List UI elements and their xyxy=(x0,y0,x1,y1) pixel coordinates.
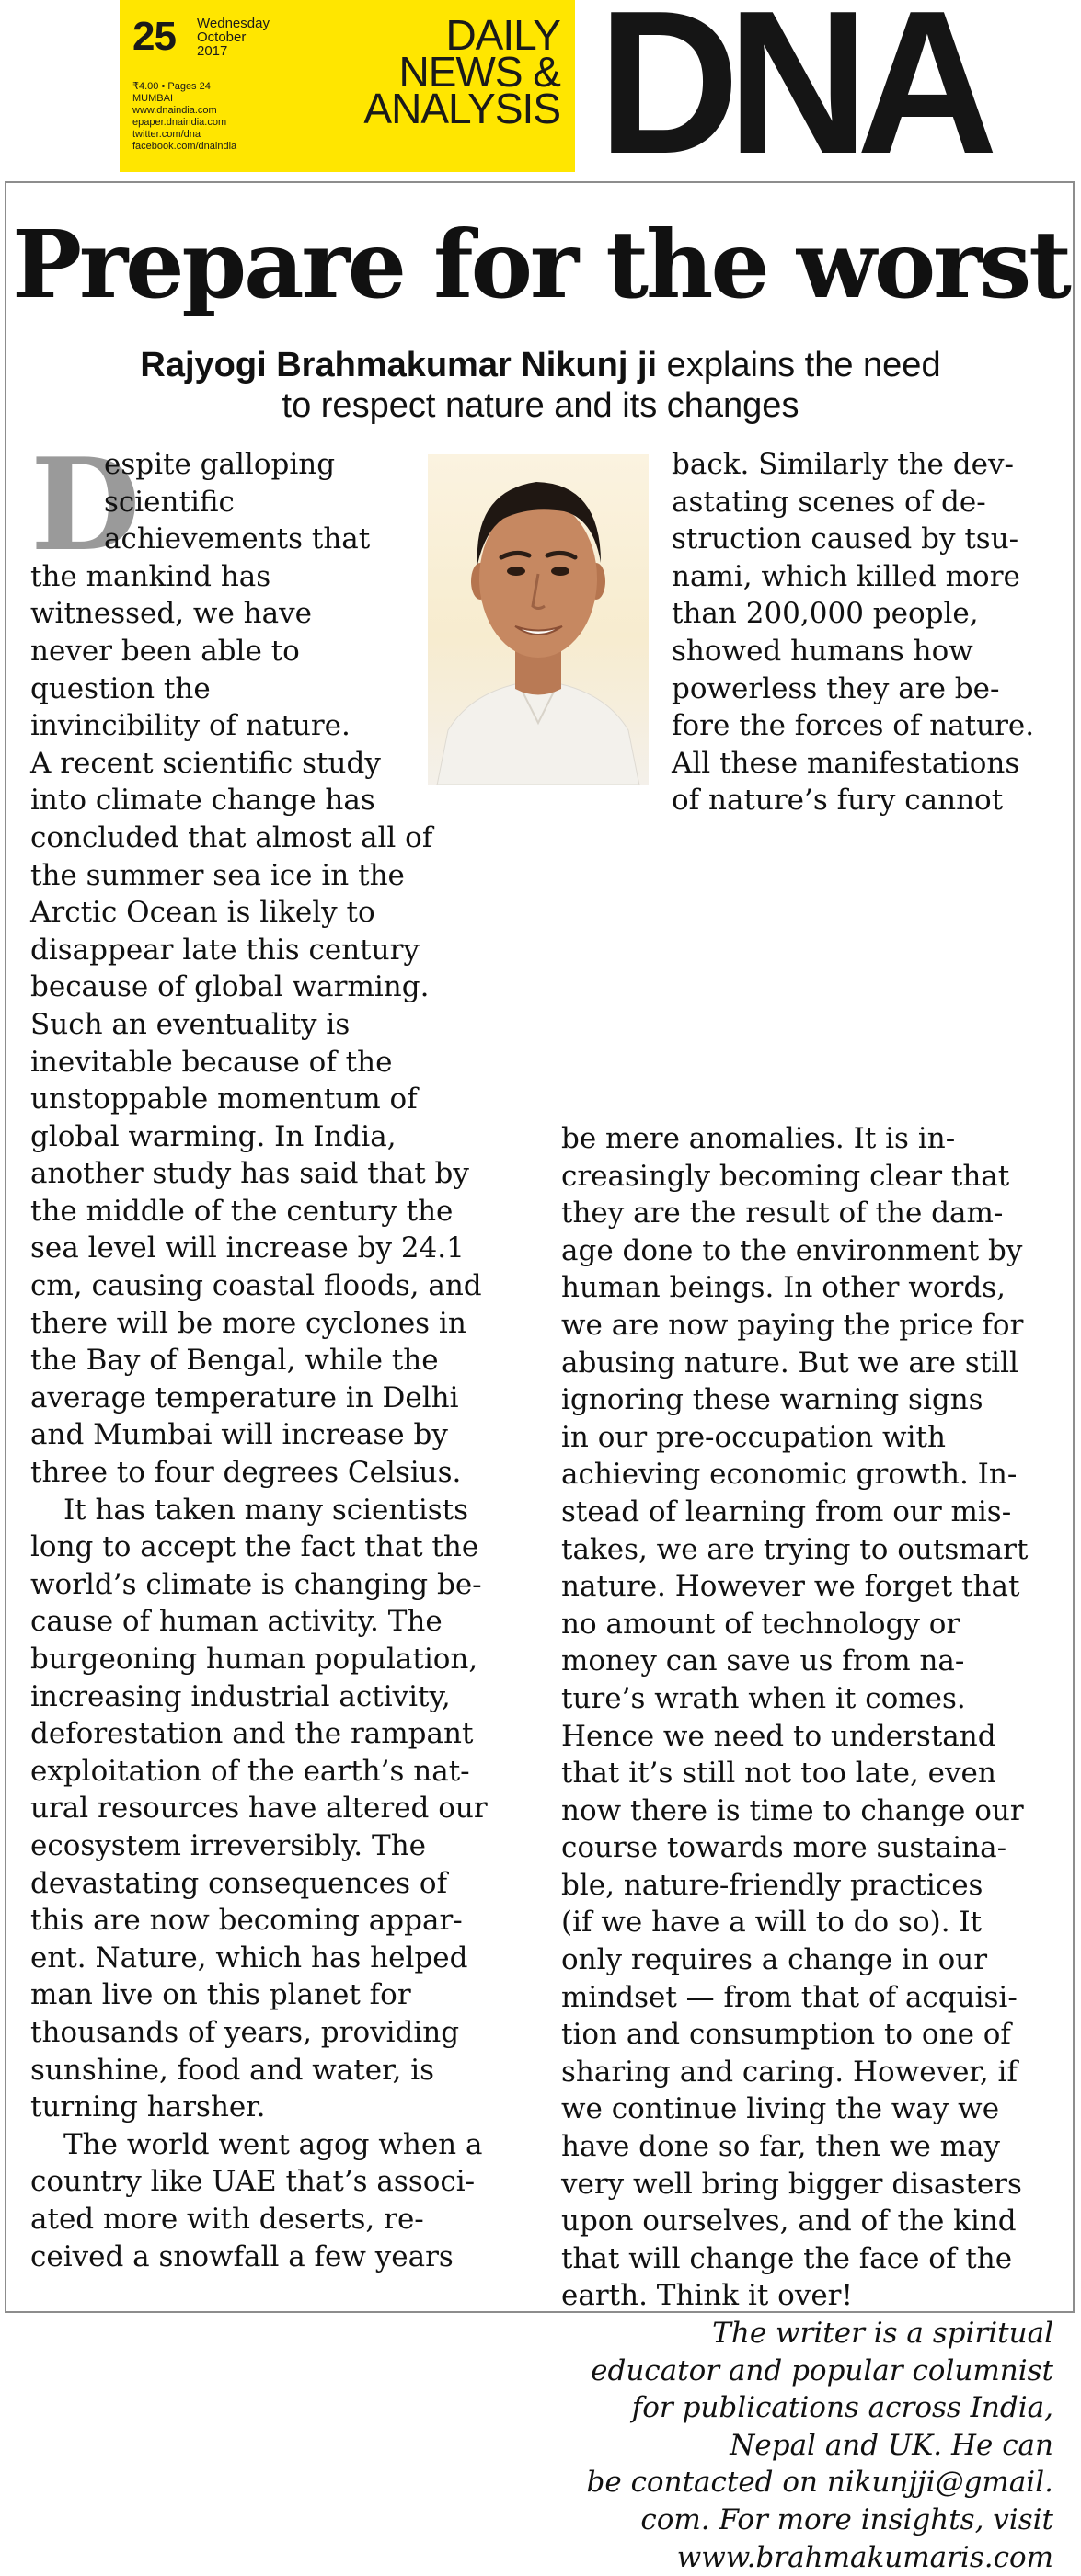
tagline-line: DAILY xyxy=(445,11,560,59)
article-line: achievements that xyxy=(104,522,371,556)
article-line: nami, which killed more xyxy=(672,559,1020,593)
link-twitter[interactable]: twitter.com/dna xyxy=(132,129,201,140)
article-line: turning harsher. xyxy=(30,2090,266,2124)
date-month: October xyxy=(197,29,247,45)
date-day: 25 xyxy=(132,14,176,59)
article-line: increasing industrial activity, xyxy=(30,1679,451,1713)
article-line: ceived a snowfall a few years xyxy=(30,2239,454,2273)
article-line: very well bring bigger disasters xyxy=(561,2167,1022,2201)
article-line: concluded that almost all of xyxy=(30,820,433,854)
article-line: cause of human activity. The xyxy=(30,1605,443,1639)
article-line: the Bay of Bengal, while the xyxy=(30,1344,439,1378)
city: MUMBAI xyxy=(132,93,173,104)
article-line: thousands of years, providing xyxy=(30,2015,460,2049)
article-line: the middle of the century the xyxy=(30,1194,454,1228)
article-line: the summer sea ice in the xyxy=(30,858,405,892)
article-line: espite galloping xyxy=(104,448,336,481)
article-line: deforestation and the rampant xyxy=(30,1717,474,1751)
article-line: course towards more sustaina- xyxy=(561,1831,1007,1865)
masthead-banner xyxy=(120,0,575,172)
article-line: world’s climate is changing be- xyxy=(30,1567,482,1601)
article-line: this are now becoming appar- xyxy=(30,1904,463,1938)
article-line: fore the forces of nature. xyxy=(672,709,1035,743)
writer-credit-line: be contacted on nikunjji@gmail. xyxy=(586,2466,1053,2500)
date-words xyxy=(197,17,270,58)
article-line: human beings. In other words, xyxy=(561,1271,1006,1305)
article-line: invincibility of nature. xyxy=(30,709,351,743)
article-line: The world went agog when a xyxy=(63,2127,483,2161)
article-line: into climate change has xyxy=(30,784,375,818)
article-line: we continue living the way we xyxy=(561,2092,1000,2126)
article-line: money can save us from na- xyxy=(561,1644,965,1678)
tagline xyxy=(363,11,560,132)
article-line: witnessed, we have xyxy=(30,597,312,631)
headline: Prepare for the worst xyxy=(12,210,1069,319)
article-line: sunshine, food and water, is xyxy=(30,2053,435,2087)
article-line: now there is time to change our xyxy=(561,1793,1024,1827)
link-website[interactable]: www.dnaindia.com xyxy=(132,105,217,116)
article-line: never been able to xyxy=(30,634,300,668)
deck-line-1 xyxy=(0,345,1081,385)
article-line: global warming. In India, xyxy=(30,1119,397,1153)
article-line: because of global warming. xyxy=(30,970,430,1004)
article-line: disappear late this century xyxy=(30,933,420,967)
publication-info xyxy=(132,81,236,153)
article-line: exploitation of the earth’s nat- xyxy=(30,1754,470,1788)
article-line: struction caused by tsu- xyxy=(672,522,1019,556)
article-line: stead of learning from our mis- xyxy=(561,1494,1012,1528)
dna-logo: DNA xyxy=(598,0,986,197)
article-line: that will change the face of the xyxy=(561,2241,1013,2275)
article-line: creasingly becoming clear that xyxy=(561,1159,1010,1193)
article-line: three to four degrees Celsius. xyxy=(30,1456,462,1490)
article-line: burgeoning human population, xyxy=(30,1643,478,1676)
article-line: earth. Think it over! xyxy=(561,2279,853,2313)
article-line: sharing and caring. However, if xyxy=(561,2055,1018,2089)
article-line: ent. Nature, which has helped xyxy=(30,1941,468,1975)
price-pages: ₹4.00 • Pages 24 xyxy=(132,81,211,92)
article-line: Arctic Ocean is likely to xyxy=(30,896,375,930)
byline: Rajyogi Brahmakumar Nikunj ji xyxy=(140,346,658,384)
article-line: upon ourselves, and of the kind xyxy=(561,2204,1017,2238)
deck xyxy=(0,345,1081,426)
link-facebook[interactable]: facebook.com/dnaindia xyxy=(132,141,237,152)
article-line: they are the result of the dam- xyxy=(561,1196,1004,1231)
article-line: showed humans how xyxy=(672,634,973,668)
article-line: ignoring these warning signs xyxy=(561,1383,983,1417)
tagline-line: NEWS & xyxy=(398,48,560,96)
article-column-right xyxy=(561,1120,1053,2576)
article-line: average temperature in Delhi xyxy=(30,1380,459,1414)
article-line: age done to the environment by xyxy=(561,1233,1023,1267)
article-line: ated more with deserts, re- xyxy=(30,2202,424,2236)
article-line: in our pre-occupation with xyxy=(561,1420,946,1454)
article-line: powerless they are be- xyxy=(672,671,1000,705)
article-line: A recent scientific study xyxy=(30,746,381,780)
writer-credit-line: for publications across India, xyxy=(631,2391,1053,2425)
article-line: Hence we need to understand xyxy=(561,1719,996,1753)
article-line: back. Similarly the dev- xyxy=(672,448,1014,481)
article-line: mindset — from that of acquisi- xyxy=(561,1980,1018,2014)
article-line: than 200,000 people, xyxy=(672,597,979,631)
article-line: It has taken many scientists xyxy=(63,1493,469,1527)
article-line: long to accept the fact that the xyxy=(30,1530,479,1564)
article-line: there will be more cyclones in xyxy=(30,1306,466,1340)
article-column-right-top xyxy=(672,446,1049,819)
article-line: All these manifestations xyxy=(672,746,1020,780)
drop-cap: D xyxy=(30,429,141,579)
article-line: ecosystem irreversibly. The xyxy=(30,1828,427,1862)
article-line: nature. However we forget that xyxy=(561,1570,1020,1604)
article-line: only requires a change in our xyxy=(561,1943,988,1977)
article-line: achieving economic growth. In- xyxy=(561,1458,1018,1492)
article-line: be mere anomalies. It is in- xyxy=(561,1122,956,1155)
article-line: sea level will increase by 24.1 xyxy=(30,1231,465,1265)
article-line: no amount of technology or xyxy=(561,1607,960,1641)
article-line: scientific xyxy=(104,485,235,519)
article-line: abusing nature. But we are still xyxy=(561,1345,1018,1380)
writer-credit-line: The writer is a spiritual xyxy=(712,2317,1053,2350)
article-line: cm, causing coastal floods, and xyxy=(30,1269,482,1303)
article-line: unstoppable momentum of xyxy=(30,1082,418,1116)
article-line: have done so far, then we may xyxy=(561,2130,1001,2164)
article-line: and Mumbai will increase by xyxy=(30,1418,448,1452)
writer-credit-line: www.brahmakumaris.com xyxy=(676,2540,1053,2574)
article-column-left xyxy=(30,429,532,2275)
date-weekday: Wednesday xyxy=(197,16,270,31)
tagline-line: ANALYSIS xyxy=(363,85,560,132)
article-line: of nature’s fury cannot xyxy=(672,784,1004,818)
article-line: devastating consequences of xyxy=(30,1866,448,1900)
article-line: ural resources have altered our xyxy=(30,1792,488,1826)
article-line: we are now paying the price for xyxy=(561,1308,1024,1342)
writer-credit-line: Nepal and UK. He can xyxy=(730,2428,1053,2462)
article-line: man live on this planet for xyxy=(30,1978,411,2012)
article-line: takes, we are trying to outsmart xyxy=(561,1532,1029,1566)
article-line: another study has said that by xyxy=(30,1157,469,1191)
article-line: (if we have a will to do so). It xyxy=(561,1906,983,1940)
article-line: inevitable because of the xyxy=(30,1045,393,1079)
deck-line-2: to respect nature and its changes xyxy=(282,386,799,425)
article-line: the mankind has xyxy=(30,559,271,593)
article-line: that it’s still not too late, even xyxy=(561,1757,996,1791)
date-year: 2017 xyxy=(197,43,228,59)
article-line: country like UAE that’s associ- xyxy=(30,2165,476,2199)
article-line: Such an eventuality is xyxy=(30,1007,351,1041)
article-line: ture’s wrath when it comes. xyxy=(561,1681,966,1715)
writer-credit-line: com. For more insights, visit xyxy=(640,2502,1053,2536)
article-line: astating scenes of de- xyxy=(672,485,986,519)
article-line: question the xyxy=(30,671,211,705)
writer-credit-line: educator and popular columnist xyxy=(591,2353,1053,2387)
article-line: tion and consumption to one of xyxy=(561,2018,1011,2052)
deck-text: explains the need xyxy=(657,346,941,384)
article-line: ble, nature-friendly practices xyxy=(561,1868,983,1902)
link-epaper[interactable]: epaper.dnaindia.com xyxy=(132,117,227,128)
